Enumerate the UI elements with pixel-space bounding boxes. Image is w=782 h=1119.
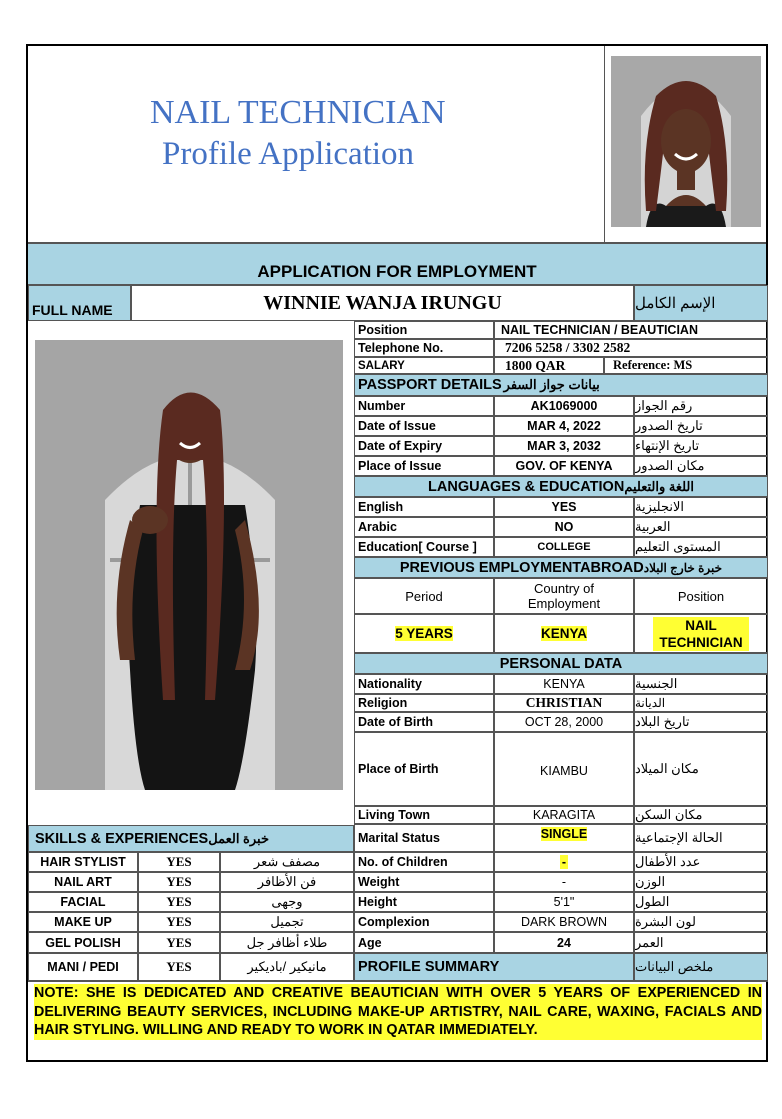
religion-value: CHRISTIAN (494, 694, 634, 712)
full-name-label-ar: الإسم الكامل (634, 285, 768, 321)
children-value: - (561, 855, 567, 869)
telephone-value: 7206 5258 / 3302 2582 (494, 339, 768, 357)
skills-title: SKILLS & EXPERIENCES (35, 830, 209, 847)
skill-mani-value: YES (138, 953, 220, 981)
passport-number-ar: رقم الجواز (634, 396, 768, 416)
weight-ar: الوزن (634, 872, 768, 892)
education-value: COLLEGE (494, 537, 634, 557)
skill-facial-value: YES (138, 892, 220, 912)
marital-ar: الحالة الإجتماعية (634, 824, 768, 852)
children-label: No. of Children (354, 852, 494, 872)
passport-title: PASSPORT DETAILS (358, 377, 502, 393)
passport-title-ar: بيانات جواز السفر (503, 377, 600, 392)
passport-number-value: AK1069000 (494, 396, 634, 416)
full-name-value: WINNIE WANJA IRUNGU (131, 285, 634, 321)
dob-label: Date of Birth (354, 712, 494, 732)
complexion-ar: لون البشرة (634, 912, 768, 932)
portrait-photo (611, 56, 761, 227)
period-header: Period (354, 578, 494, 614)
expiry-date-ar: تاريخ الإنتهاء (634, 436, 768, 456)
header-block (28, 46, 604, 242)
skill-hair-ar: مصفف شعر (220, 852, 354, 872)
arabic-value: NO (494, 517, 634, 537)
marital-label: Marital Status (354, 824, 494, 852)
religion-label: Religion (354, 694, 494, 712)
pob-label: Place of Birth (354, 732, 494, 806)
height-value: 5'1" (494, 892, 634, 912)
position-value: NAIL TECHNICIAN / BEAUTICIAN (494, 321, 768, 339)
telephone-label: Telephone No. (354, 339, 494, 357)
issue-date-ar: تاريخ الصدور (634, 416, 768, 436)
period-value: 5 YEARS (395, 626, 453, 641)
age-label: Age (354, 932, 494, 953)
expiry-date-label: Date of Expiry (354, 436, 494, 456)
living-town-value: KARAGITA (494, 806, 634, 824)
issue-place-label: Place of Issue (354, 456, 494, 476)
english-value: YES (494, 497, 634, 517)
complexion-value: DARK BROWN (494, 912, 634, 932)
languages-title: LANGUAGES & EDUCATION (428, 478, 625, 495)
skill-gel-label: GEL POLISH (28, 932, 138, 953)
children-ar: عدد الأطفال (634, 852, 768, 872)
pob-value: KIAMBU (494, 732, 634, 806)
skill-nail-value: YES (138, 872, 220, 892)
employment-section-header (354, 557, 768, 578)
age-ar: العمر (634, 932, 768, 953)
employment-position-header: Position (634, 578, 768, 614)
nationality-value: KENYA (494, 674, 634, 694)
summary-note: NOTE: SHE IS DEDICATED AND CREATIVE BEAUTICIAN WITH OVER 5 YEARS OF EXPERIENCED IN DELIVERING BEAUTY SERVICES, INCLUDING MAKE-UP ARTISTRY, NAIL CARE, WAXING, FACIALS AND HAIR STYLING. WILLING AND READY TO WORK IN QATAR IMMEDIATELY. (34, 985, 762, 1038)
education-label: Education[ Course ] (354, 537, 494, 557)
children-value-cell (494, 852, 634, 872)
languages-title-ar: اللغة والتعليم (624, 478, 694, 494)
skill-makeup-label: MAKE UP (28, 912, 138, 932)
banner-row (28, 242, 766, 285)
position-label: Position (354, 321, 494, 339)
country-value: KENYA (540, 626, 588, 641)
issue-place-value: GOV. OF KENYA (494, 456, 634, 476)
height-ar: الطول (634, 892, 768, 912)
languages-section-header (354, 476, 768, 497)
country-value-cell (494, 614, 634, 653)
pob-ar: مكان الميلاد (634, 732, 768, 806)
age-value: 24 (494, 932, 634, 953)
summary-note-box (28, 981, 768, 1060)
complexion-label: Complexion (354, 912, 494, 932)
skill-hair-value: YES (138, 852, 220, 872)
arabic-ar: العربية (634, 517, 768, 537)
header-divider (604, 46, 605, 242)
skill-hair-label: HAIR STYLIST (28, 852, 138, 872)
skill-gel-value: YES (138, 932, 220, 953)
banner-title: APPLICATION FOR EMPLOYMENT (257, 262, 537, 281)
arabic-label: Arabic (354, 517, 494, 537)
weight-label: Weight (354, 872, 494, 892)
skill-nail-label: NAIL ART (28, 872, 138, 892)
marital-value-cell (494, 824, 634, 852)
employment-position-value: NAIL TECHNICIAN (653, 617, 749, 651)
weight-value: - (494, 872, 634, 892)
nationality-ar: الجنسية (634, 674, 768, 694)
passport-number-label: Number (354, 396, 494, 416)
skill-mani-ar: مانيكير /باديكير (220, 953, 354, 981)
salary-label: SALARY (354, 357, 494, 374)
personal-section-header: PERSONAL DATA (354, 653, 768, 674)
full-length-photo (35, 340, 343, 790)
dob-ar: تاريخ البلاد (634, 712, 768, 732)
religion-ar: الديانة (634, 694, 768, 712)
skill-facial-label: FACIAL (28, 892, 138, 912)
issue-date-value: MAR 4, 2022 (494, 416, 634, 436)
skill-makeup-ar: تجميل (220, 912, 354, 932)
country-header: Country of Employment (494, 578, 634, 614)
dob-value: OCT 28, 2000 (494, 712, 634, 732)
english-label: English (354, 497, 494, 517)
living-town-label: Living Town (354, 806, 494, 824)
skill-nail-ar: فن الأظافر (220, 872, 354, 892)
reference-value: Reference: MS (604, 357, 768, 374)
document-subtitle: Profile Application (162, 136, 415, 172)
passport-section-header (354, 374, 768, 396)
expiry-date-value: MAR 3, 2032 (494, 436, 634, 456)
issue-date-label: Date of Issue (354, 416, 494, 436)
full-name-label: FULL NAME (28, 285, 131, 321)
marital-value: SINGLE (540, 827, 588, 841)
skills-title-ar: خبرة العمل (208, 830, 269, 846)
document-title: NAIL TECHNICIAN (150, 94, 446, 131)
period-value-cell (354, 614, 494, 653)
nationality-label: Nationality (354, 674, 494, 694)
skill-facial-ar: وجهى (220, 892, 354, 912)
summary-title: PROFILE SUMMARY (354, 953, 634, 981)
employment-position-value-cell (634, 614, 768, 653)
summary-title-ar: ملخص البيانات (634, 953, 768, 981)
skill-makeup-value: YES (138, 912, 220, 932)
salary-value: 1800 QAR (494, 357, 604, 374)
english-ar: الانجليزية (634, 497, 768, 517)
skill-mani-label: MANI / PEDI (28, 953, 138, 981)
employment-title-ar: خبرة خارج البلاد (643, 560, 723, 575)
skills-section-header (28, 825, 354, 852)
issue-place-ar: مكان الصدور (634, 456, 768, 476)
living-town-ar: مكان السكن (634, 806, 768, 824)
height-label: Height (354, 892, 494, 912)
skill-gel-ar: طلاء أظافر جل (220, 932, 354, 953)
employment-title: PREVIOUS EMPLOYMENTABROAD (399, 559, 644, 576)
education-ar: المستوى التعليم (634, 537, 768, 557)
